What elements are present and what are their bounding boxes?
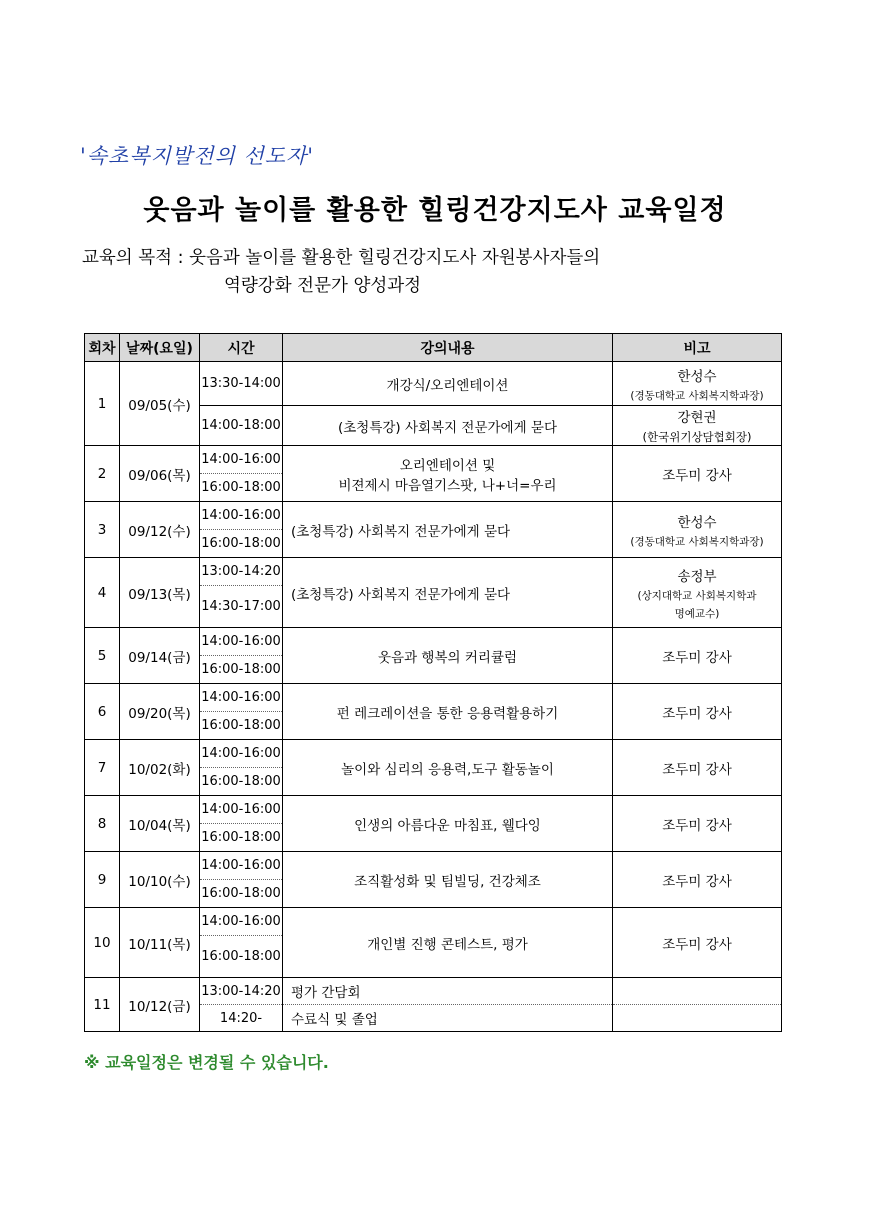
- session-number: 2: [85, 446, 120, 502]
- table-row: [85, 628, 782, 656]
- session-content: 개강식/오리엔테이션: [283, 362, 613, 406]
- session-remark: 조두미 강사: [613, 628, 782, 684]
- table-row: [85, 558, 782, 586]
- session-time: 16:00-18:00: [200, 530, 283, 558]
- session-time: 16:00-18:00: [200, 824, 283, 852]
- session-number: 4: [85, 558, 120, 628]
- session-remark: [613, 502, 782, 558]
- table-row: [85, 852, 782, 880]
- session-content: 웃음과 행복의 커리큘럼: [283, 628, 613, 684]
- session-date: 09/13(목): [120, 558, 200, 628]
- session-number: 9: [85, 852, 120, 908]
- content-line-1: 오리엔테이션 및: [399, 457, 496, 474]
- session-time: 14:30-17:00: [200, 586, 283, 628]
- session-time: 14:00-16:00: [200, 684, 283, 712]
- session-number: 7: [85, 740, 120, 796]
- instructor-name: 송정부: [677, 568, 717, 585]
- session-time: 14:00-16:00: [200, 796, 283, 824]
- session-date: 09/06(목): [120, 446, 200, 502]
- session-remark: [613, 362, 782, 406]
- session-time: 13:30-14:00: [200, 362, 283, 406]
- slogan: '속초복지발전의 선도자': [80, 144, 315, 168]
- session-content: (초청특강) 사회복지 전문가에게 묻다: [283, 502, 613, 558]
- session-content: 놀이와 심리의 응용력,도구 활동놀이: [283, 740, 613, 796]
- table-row: [85, 684, 782, 712]
- session-remark: 조두미 강사: [613, 684, 782, 740]
- session-remark: 조두미 강사: [613, 852, 782, 908]
- session-content: (초청특강) 사회복지 전문가에게 묻다: [283, 406, 613, 446]
- instructor-title: (한국위기상담협회장): [642, 430, 752, 444]
- header-remark: 비고: [613, 334, 782, 362]
- session-number: 3: [85, 502, 120, 558]
- session-remark: 조두미 강사: [613, 908, 782, 978]
- session-time: 14:20-: [200, 1005, 283, 1032]
- page-title: 웃음과 놀이를 활용한 힐링건강지도사 교육일정: [143, 195, 727, 226]
- session-remark: 조두미 강사: [613, 740, 782, 796]
- table-row: [85, 502, 782, 530]
- session-time: 16:00-18:00: [200, 768, 283, 796]
- table-row: [85, 796, 782, 824]
- instructor-title: (상지대학교 사회복지학과: [637, 589, 757, 602]
- session-remark: [613, 978, 782, 1005]
- header-content: 강의내용: [283, 334, 613, 362]
- session-date: 10/11(목): [120, 908, 200, 978]
- purpose-line-1: 교육의 목적 : 웃음과 놀이를 활용한 힐링건강지도사 자원봉사자들의: [82, 248, 601, 268]
- session-remark: [613, 406, 782, 446]
- table-row: [85, 908, 782, 936]
- session-number: 10: [85, 908, 120, 978]
- session-number: 5: [85, 628, 120, 684]
- session-time: 14:00-16:00: [200, 852, 283, 880]
- header-time: 시간: [200, 334, 283, 362]
- session-remark: 조두미 강사: [613, 796, 782, 852]
- table-row: [85, 740, 782, 768]
- session-content: 수료식 및 졸업: [283, 1005, 613, 1032]
- session-time: 14:00-16:00: [200, 740, 283, 768]
- session-number: 11: [85, 978, 120, 1032]
- session-content: (초청특강) 사회복지 전문가에게 묻다: [283, 558, 613, 628]
- session-time: 13:00-14:20: [200, 558, 283, 586]
- session-content: 평가 간담회: [283, 978, 613, 1005]
- header-session: 회차: [85, 334, 120, 362]
- table-row: [85, 446, 782, 474]
- session-date: 10/10(수): [120, 852, 200, 908]
- session-time: 14:00-16:00: [200, 502, 283, 530]
- session-date: 10/04(목): [120, 796, 200, 852]
- schedule-table: [84, 333, 782, 1032]
- session-date: 10/12(금): [120, 978, 200, 1032]
- session-date: 09/14(금): [120, 628, 200, 684]
- session-number: 6: [85, 684, 120, 740]
- session-content: 펀 레크레이션을 통한 응용력활용하기: [283, 684, 613, 740]
- instructor-title: (경동대학교 사회복지학과장): [630, 389, 764, 402]
- session-date: 09/20(목): [120, 684, 200, 740]
- session-time: 16:00-18:00: [200, 936, 283, 978]
- purpose-text: [82, 244, 600, 300]
- purpose-line-2: 역량강화 전문가 양성과정: [224, 276, 422, 296]
- session-time: 16:00-18:00: [200, 712, 283, 740]
- session-time: 14:00-16:00: [200, 908, 283, 936]
- schedule-change-note: ※ 교육일정은 변경될 수 있습니다.: [84, 1053, 329, 1072]
- content-line-2: 비젼제시 마음열기스팟, 나+너=우리: [338, 477, 557, 494]
- session-time: 16:00-18:00: [200, 656, 283, 684]
- session-date: 09/05(수): [120, 362, 200, 446]
- header-date: 날짜(요일): [120, 334, 200, 362]
- instructor-title: (경동대학교 사회복지학과장): [630, 535, 764, 548]
- table-row: [85, 978, 782, 1005]
- session-remark: 조두미 강사: [613, 446, 782, 502]
- instructor-title-2: 명예교수): [674, 607, 720, 620]
- table-header-row: [85, 334, 782, 362]
- session-content: 조직활성화 및 팀빌딩, 건강체조: [283, 852, 613, 908]
- session-date: 10/02(화): [120, 740, 200, 796]
- session-content: 인생의 아름다운 마침표, 웰다잉: [283, 796, 613, 852]
- session-time: 14:00-16:00: [200, 628, 283, 656]
- session-number: 1: [85, 362, 120, 446]
- session-content: [283, 446, 613, 502]
- session-time: 14:00-18:00: [200, 406, 283, 446]
- session-time: 16:00-18:00: [200, 880, 283, 908]
- session-time: 14:00-16:00: [200, 446, 283, 474]
- session-remark: [613, 558, 782, 628]
- session-time: 13:00-14:20: [200, 978, 283, 1005]
- table-row: [85, 362, 782, 406]
- session-content: 개인별 진행 콘테스트, 평가: [283, 908, 613, 978]
- session-number: 8: [85, 796, 120, 852]
- instructor-name: 한성수: [677, 368, 717, 385]
- instructor-name: 한성수: [677, 514, 717, 531]
- instructor-name: 강현권: [677, 410, 717, 426]
- session-date: 09/12(수): [120, 502, 200, 558]
- session-time: 16:00-18:00: [200, 474, 283, 502]
- session-remark: [613, 1005, 782, 1032]
